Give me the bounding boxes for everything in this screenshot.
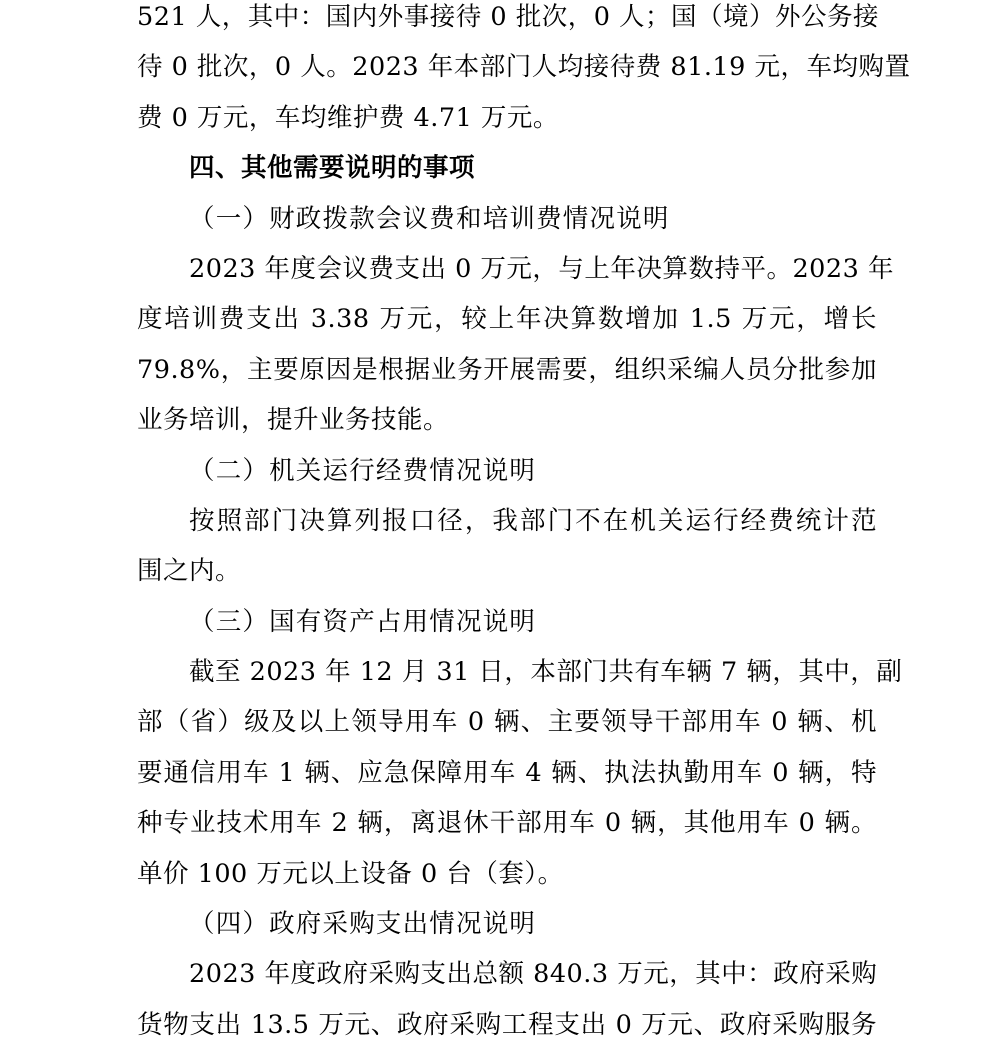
text-line: 要通信用车 1 辆、应急保障用车 4 辆、执法执勤用车 0 辆，特 bbox=[137, 757, 877, 788]
subsection-4-paragraph bbox=[137, 949, 877, 1050]
text-line: 2023 年度政府采购支出总额 840.3 万元，其中：政府采购 bbox=[189, 959, 878, 990]
text-line: 截至 2023 年 12 月 31 日，本部门共有车辆 7 辆，其中，副 bbox=[189, 657, 903, 688]
subsection-1-paragraph bbox=[137, 244, 894, 446]
subsection-3-paragraph bbox=[137, 647, 903, 899]
section-heading: 四、其他需要说明的事项 bbox=[189, 153, 476, 184]
subsection-heading-3: （三）国有资产占用情况说明 bbox=[189, 606, 537, 637]
text-line: 种专业技术用车 2 辆，离退休干部用车 0 辆，其他用车 0 辆。 bbox=[137, 808, 877, 839]
text-line: 2023 年度会议费支出 0 万元，与上年决算数持平。2023 年 bbox=[189, 253, 894, 284]
text-line: 按照部门决算列报口径，我部门不在机关运行经费统计范 bbox=[189, 505, 877, 536]
text-line: 围之内。 bbox=[137, 556, 242, 587]
text-line: 费 0 万元，车均维护费 4.71 万元。 bbox=[137, 102, 559, 133]
text-line: 部（省）级及以上领导用车 0 辆、主要领导干部用车 0 辆、机 bbox=[137, 707, 877, 738]
text-line: 521 人，其中：国内外事接待 0 批次，0 人；国（境）外公务接 bbox=[137, 2, 880, 32]
text-line: 单价 100 万元以上设备 0 台（套）。 bbox=[137, 858, 564, 889]
subsection-2-paragraph bbox=[137, 496, 877, 597]
text-line: 度培训费支出 3.38 万元，较上年决算数增加 1.5 万元，增长 bbox=[137, 304, 877, 335]
intro-paragraph bbox=[137, 0, 911, 143]
document-page bbox=[137, 0, 911, 1050]
subsection-heading-2: （二）机关运行经费情况说明 bbox=[189, 455, 537, 486]
text-line: 待 0 批次，0 人。2023 年本部门人均接待费 81.19 元，车均购置 bbox=[137, 52, 911, 83]
subsection-heading-4: （四）政府采购支出情况说明 bbox=[189, 909, 537, 940]
text-line: 79.8%，主要原因是根据业务开展需要，组织采编人员分批参加 bbox=[137, 354, 877, 385]
text-line: 业务培训，提升业务技能。 bbox=[137, 405, 450, 436]
text-line: 货物支出 13.5 万元、政府采购工程支出 0 万元、政府采购服务 bbox=[137, 1009, 877, 1040]
subsection-heading-1: （一）财政拨款会议费和培训费情况说明 bbox=[189, 203, 670, 234]
